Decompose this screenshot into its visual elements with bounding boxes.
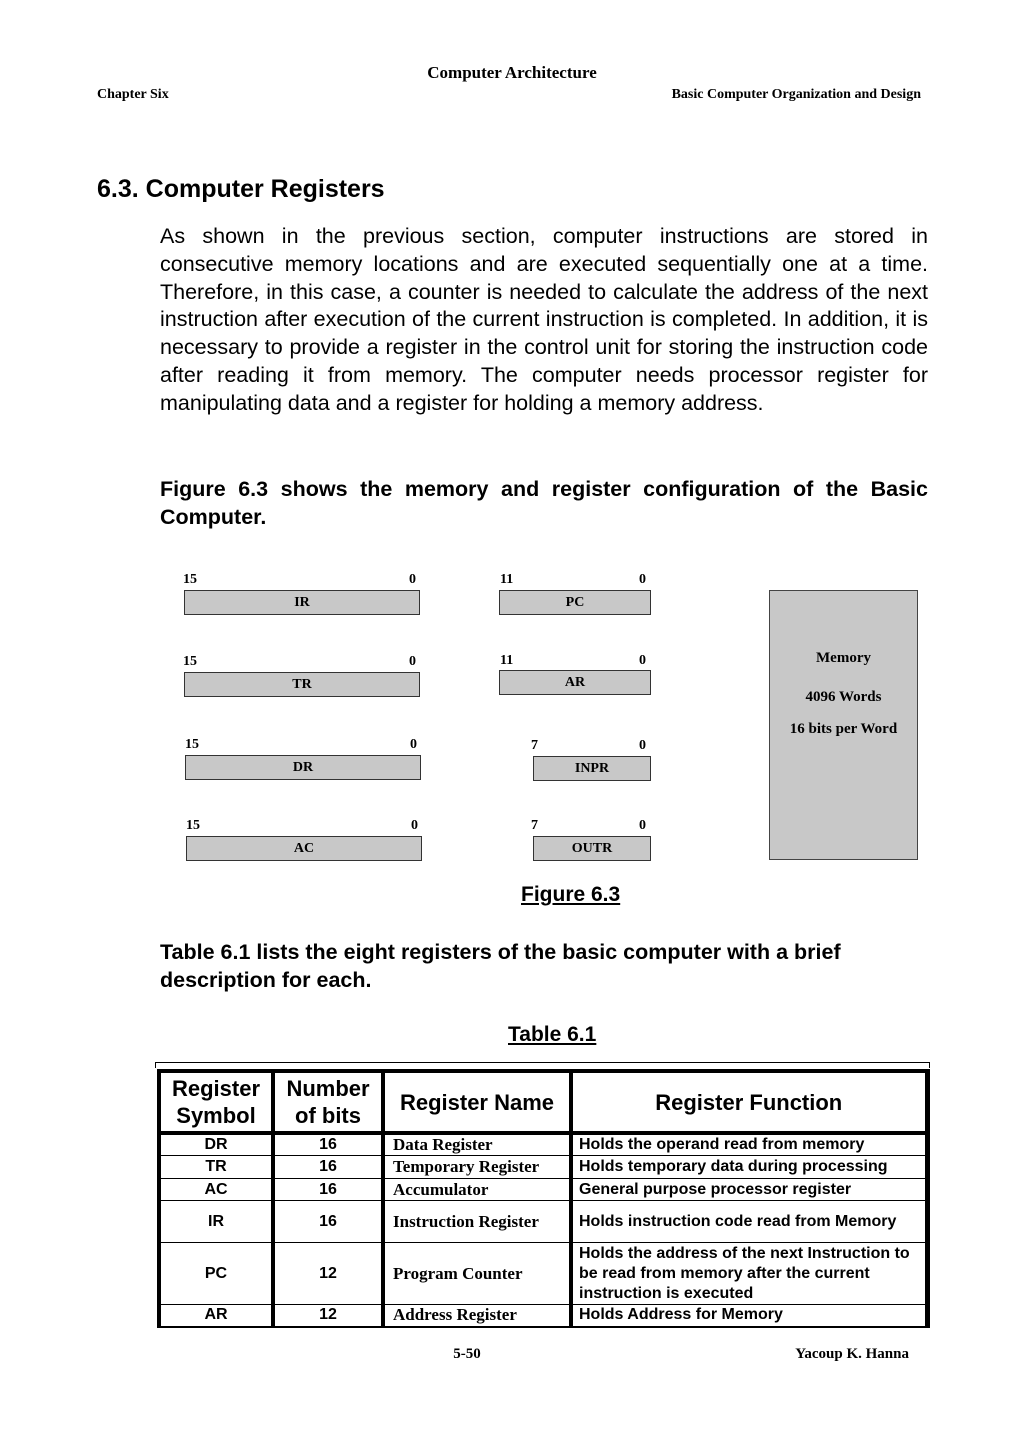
cell-bits: 16 [273, 1133, 383, 1156]
cell-function: Holds Address for Memory [571, 1305, 927, 1327]
cell-symbol: TR [159, 1156, 273, 1179]
register-ar: AR [499, 670, 651, 695]
cell-name: Data Register [383, 1133, 571, 1156]
register-pc: PC [499, 590, 651, 615]
table-row [159, 1179, 927, 1201]
table-intro-paragraph: Table 6.1 lists the eight registers of the basic computer with a brief description for each. [160, 940, 841, 992]
section-heading: 6.3. Computer Registers [97, 175, 385, 203]
cell-function: Holds the operand read from memory [571, 1133, 927, 1156]
register-outr: OUTR [533, 836, 651, 861]
cell-symbol: DR [159, 1133, 273, 1156]
cell-bits: 16 [273, 1201, 383, 1243]
bit-low-label: 0 [409, 572, 416, 587]
cell-function: Holds temporary data during processing [571, 1156, 927, 1179]
bit-high-label: 7 [531, 738, 538, 753]
cell-bits: 12 [273, 1243, 383, 1305]
bit-low-label: 0 [639, 738, 646, 753]
cell-name: Address Register [383, 1305, 571, 1327]
table-header-row [159, 1071, 927, 1133]
author-name: Yacoup K. Hanna [795, 1346, 909, 1362]
cell-function: General purpose processor register [571, 1179, 927, 1201]
register-ac: AC [186, 836, 422, 861]
table-row [159, 1133, 927, 1156]
register-ir: IR [184, 590, 420, 615]
table-caption: Table 6.1 [508, 1023, 597, 1046]
register-inpr: INPR [533, 756, 651, 781]
register-tr: TR [184, 672, 420, 697]
bit-high-label: 15 [183, 654, 197, 669]
bit-low-label: 0 [411, 818, 418, 833]
cell-symbol: AC [159, 1179, 273, 1201]
chapter-label: Chapter Six [97, 87, 169, 102]
cell-symbol: AR [159, 1305, 273, 1327]
cell-function: Holds instruction code read from Memory [571, 1201, 927, 1243]
body-paragraph: As shown in the previous section, computer instructions are stored in consecutive memory locations and are executed sequentially one at a time. Therefore, in this case, a counter is needed to calculate the address of the next instruction after execution of the current instruction is completed. In addition, it is necessary to provide a register in the control unit for storing the instruction code after reading it from memory. The computer needs processor register for manipulating data and a register for holding a memory address. [160, 224, 928, 415]
bit-high-label: 7 [531, 818, 538, 833]
memory-bits-per-word: 16 bits per Word [789, 721, 898, 737]
header-register-name: Register Name [383, 1071, 571, 1133]
header-register-function: Register Function [571, 1071, 927, 1133]
register-dr: DR [185, 755, 421, 780]
cell-symbol: IR [159, 1201, 273, 1243]
bit-low-label: 0 [409, 654, 416, 669]
page-number: 5-50 [453, 1346, 481, 1362]
chapter-topic: Basic Computer Organization and Design [671, 87, 921, 102]
header-register-symbol: Register Symbol [159, 1071, 273, 1133]
cell-name: Program Counter [383, 1243, 571, 1305]
table-row [159, 1201, 927, 1243]
bit-low-label: 0 [410, 737, 417, 752]
table-row [159, 1305, 927, 1327]
bit-high-label: 11 [500, 572, 514, 587]
cell-function: Holds the address of the next Instruction to be read from memory after the current instruction is executed [571, 1243, 927, 1305]
figure-intro-paragraph: Figure 6.3 shows the memory and register configuration of the Basic Computer. [160, 477, 928, 529]
memory-title: Memory [816, 650, 871, 666]
table-top-rule [155, 1062, 930, 1068]
registers-table [157, 1069, 930, 1328]
bit-high-label: 15 [185, 737, 199, 752]
cell-bits: 12 [273, 1305, 383, 1327]
cell-name: Instruction Register [383, 1201, 571, 1243]
bit-high-label: 11 [500, 653, 514, 668]
bit-low-label: 0 [639, 653, 646, 668]
bit-low-label: 0 [639, 572, 646, 587]
table-row [159, 1156, 927, 1179]
cell-name: Accumulator [383, 1179, 571, 1201]
figure-caption: Figure 6.3 [521, 883, 621, 906]
memory-block [769, 590, 918, 860]
bit-low-label: 0 [639, 818, 646, 833]
cell-name: Temporary Register [383, 1156, 571, 1179]
bit-high-label: 15 [186, 818, 200, 833]
document-title: Computer Architecture [427, 63, 597, 82]
cell-bits: 16 [273, 1179, 383, 1201]
header-number-of-bits: Number of bits [273, 1071, 383, 1133]
cell-symbol: PC [159, 1243, 273, 1305]
table-row [159, 1243, 927, 1305]
bit-high-label: 15 [183, 572, 197, 587]
cell-bits: 16 [273, 1156, 383, 1179]
memory-words: 4096 Words [805, 689, 882, 705]
